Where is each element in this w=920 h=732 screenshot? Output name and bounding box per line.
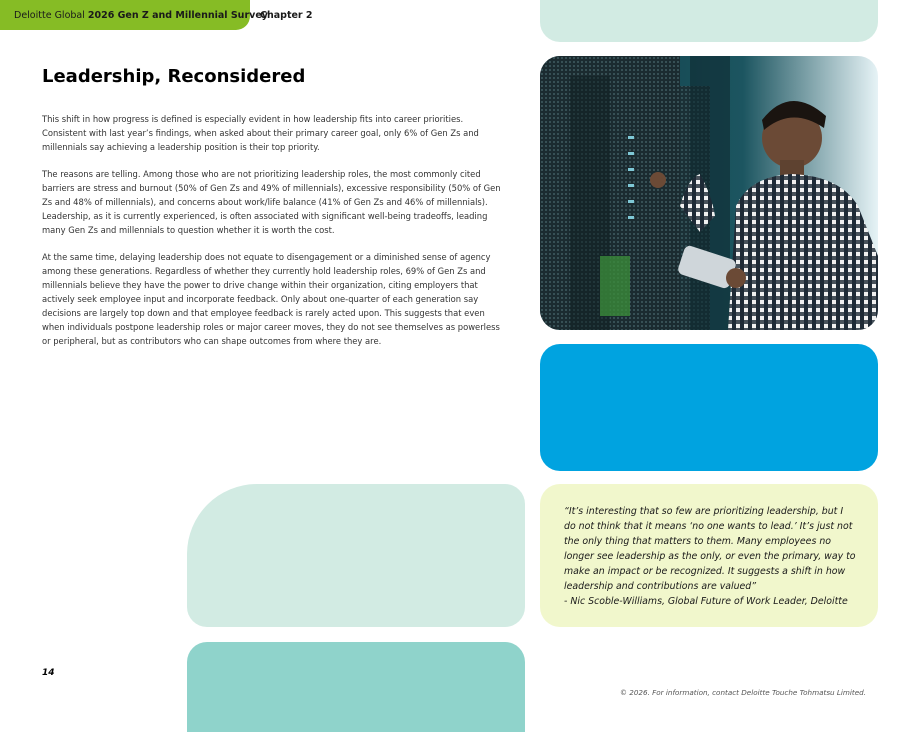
quote-text: “It’s interesting that so few are prioritizing leadership, but I do not think that it means ‘no one wants to lead.’ It’s just not the only thing that matters to them. Many employees no longer see leadership as the only, or even the primary, way to make an impact or be recognized. It suggests a shift in how leadership and contributions are valued” [564,506,856,592]
section-title: Leadership, Reconsidered [42,66,306,87]
copyright-notice: © 2026. For information, contact Deloitte Touche Tohmatsu Limited. [619,688,866,697]
mint-block-top [540,0,878,42]
survey-tag [0,0,268,30]
blue-block [540,344,878,471]
quote-attribution: - Nic Scoble-Williams, Global Future of Work Leader, Deloitte [564,596,848,607]
publisher-label: Deloitte Global [14,9,85,21]
photo-illustration [540,56,878,330]
paragraph-2: The reasons are telling. Among those who are not prioritizing leadership roles, the most commonly cited barriers are stress and burnout (50% of Gen Zs and 49% of millennials), excessive responsibility (50% of Gen Zs and 48% of millennials), and concerns about work/life balance (41% of Gen Zs and 46% of millennials). Leadership, as it is currently experienced, is often associated with significant well-being tradeoffs, leading many Gen Zs and millennials to question whether it is worth the cost. [42,169,501,235]
quote-box [540,484,878,627]
mint-block [187,484,525,627]
paragraph-3: At the same time, delaying leadership does not equate to disengagement or a diminished sense of agency among these generations. Regardless of whether they currently hold leadership roles, 69% of Gen Zs and millennials believe they have the power to drive change within their organization, citing employers that actively seek employee input and incorporate feedback. Only about one-quarter of each generation say decisions are largely top down and that employee feedback is rarely acted upon. This suggests that even when individuals postpone leadership roles or major career moves, they do not see themselves as powerless or peripheral, but as contributors who can shape outcomes from where they are. [42,252,500,346]
body-text [42,112,504,361]
survey-title: 2026 Gen Z and Millennial Survey [87,9,268,21]
chapter-label: Chapter 2 [260,10,313,21]
server-room-photo [540,56,878,330]
page-number: 14 [42,668,55,678]
paragraph-1: This shift in how progress is defined is especially evident in how leadership fits into career priorities. Consistent with last year’s findings, when asked about their primary career goal, only 6% of Gen Zs and millennials say achieving a leadership position is their top priority. [42,114,479,152]
teal-block [187,642,525,732]
